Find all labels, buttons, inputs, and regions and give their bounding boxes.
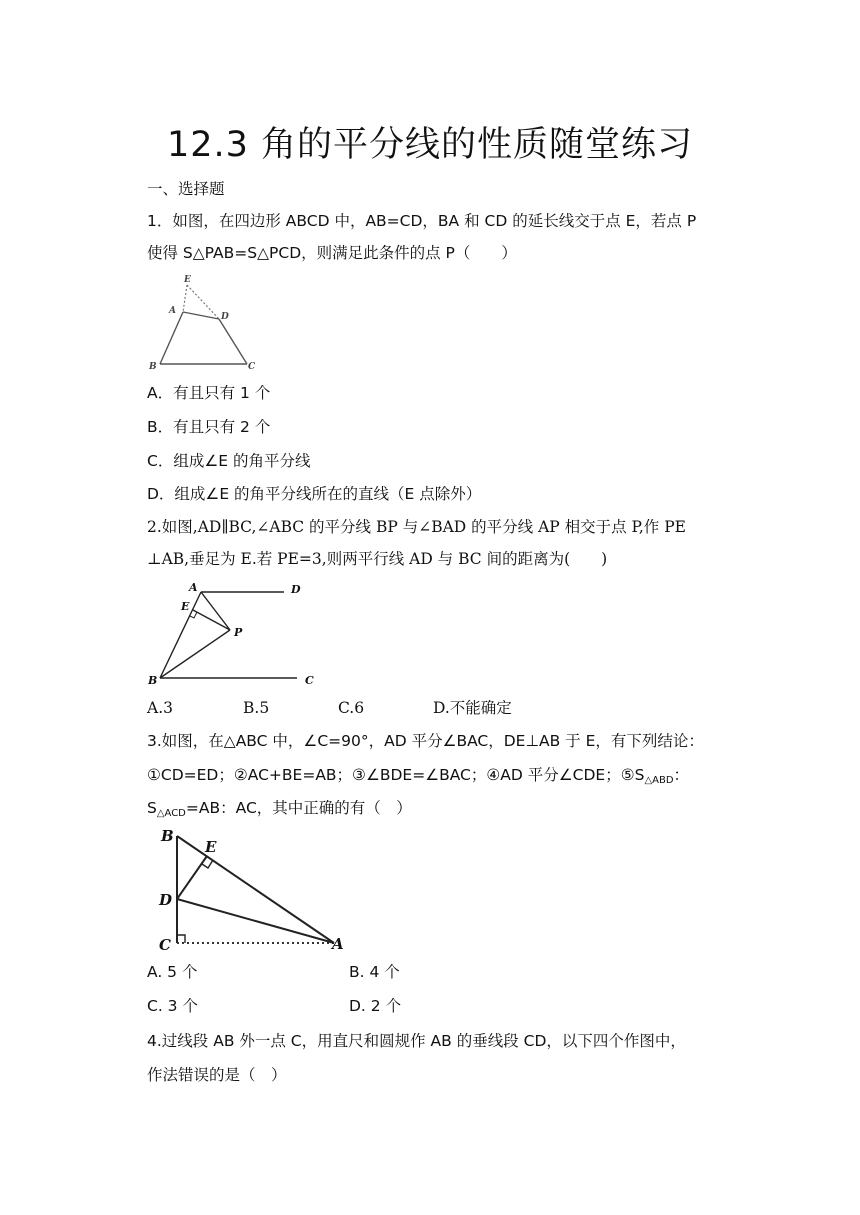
q1-label-c: C [248,362,256,372]
q3-label-d: D [159,891,173,909]
q3-text-line3 [147,797,412,825]
q1-figure-line-ea [183,285,187,312]
q3-label-e: E [205,838,217,856]
q3-figure-right-angle-c [177,935,185,943]
q2-label-b: B [148,674,158,687]
q3-line3-main: =AB：AC，其中正确的有（ ） [185,799,412,817]
q3-text-line2 [147,764,689,792]
q3-figure [147,826,352,954]
q2-option-c: C.6 [338,699,365,717]
q3-option-c: C. 3 个 [147,997,198,1015]
q3-line2-end: ： [673,766,690,784]
q3-figure-line-de [177,856,207,899]
q3-label-a: A [332,935,344,953]
q1-label-e: E [184,275,191,285]
q1-text-line2: 使得 S△PAB=S△PCD，则满足此条件的点 P（ ） [147,244,517,262]
q2-text-line1: 2.如图,AD∥BC,∠ABC 的平分线 BP 与∠BAD 的平分线 AP 相交于点 P,作 PE [147,518,686,536]
q1-text-line1: 1．如图，在四边形 ABCD 中，AB=CD，BA 和 CD 的延长线交于点 E，若点 P [147,212,697,230]
q2-figure-line-bp [160,630,230,678]
q3-figure-line-da [177,899,334,943]
q2-label-p: P [234,626,243,639]
q3-option-b: B. 4 个 [349,963,400,981]
q1-label-d: D [221,312,229,322]
q2-text-line2: ⊥AB,垂足为 E.若 PE=3,则两平行线 AD 与 BC 间的距离为( ) [147,550,608,568]
q2-figure [147,578,327,690]
q1-option-a: A．有且只有 1 个 [147,384,271,402]
q3-line2-subscript: △ABD [644,775,674,786]
q2-label-e: E [181,600,190,613]
q2-option-b: B.5 [243,699,270,717]
q2-option-d: D.不能确定 [433,699,512,717]
q1-figure-line-ab [160,312,183,364]
q1-figure-line-dc [219,319,247,364]
q4-text-line2: 作法错误的是（ ） [147,1066,287,1084]
q1-label-b: B [149,362,157,372]
q3-option-a: A. 5 个 [147,963,198,981]
q2-figure-line-ap [201,592,230,630]
q2-option-a: A.3 [147,699,173,717]
q2-label-a: A [189,581,198,594]
q3-line3-start: S [147,799,157,817]
q1-label-a: A [169,306,176,316]
q2-label-c: C [305,674,314,687]
q3-label-b: B [161,827,174,845]
q3-figure-line-ba [177,836,334,943]
q3-line2-main: ①CD=ED；②AC+BE=AB；③∠BDE=∠BAC；④AD 平分∠CDE；⑤S [147,766,645,784]
q1-figure-line-ad [183,312,219,319]
q3-line3-subscript: △ACD [156,808,186,819]
section-heading: 一、选择题 [147,180,225,198]
q3-label-c: C [159,936,171,954]
q2-label-d: D [291,583,301,596]
q3-text-line1: 3.如图，在△ABC 中，∠C=90°，AD 平分∠BAC，DE⊥AB 于 E，有下列结论： [147,732,704,750]
q1-option-d: D．组成∠E 的角平分线所在的直线（E 点除外） [147,485,482,503]
q4-text-line1: 4.过线段 AB 外一点 C，用直尺和圆规作 AB 的垂线段 CD，以下四个作图中， [147,1032,686,1050]
q1-option-c: C．组成∠E 的角平分线 [147,452,311,470]
q2-figure-line-pe [193,610,230,630]
page-title: 12.3 角的平分线的性质随堂练习 [166,125,694,165]
q3-option-d: D. 2 个 [349,997,402,1015]
q1-option-b: B．有且只有 2 个 [147,418,271,436]
q1-figure [147,272,262,372]
